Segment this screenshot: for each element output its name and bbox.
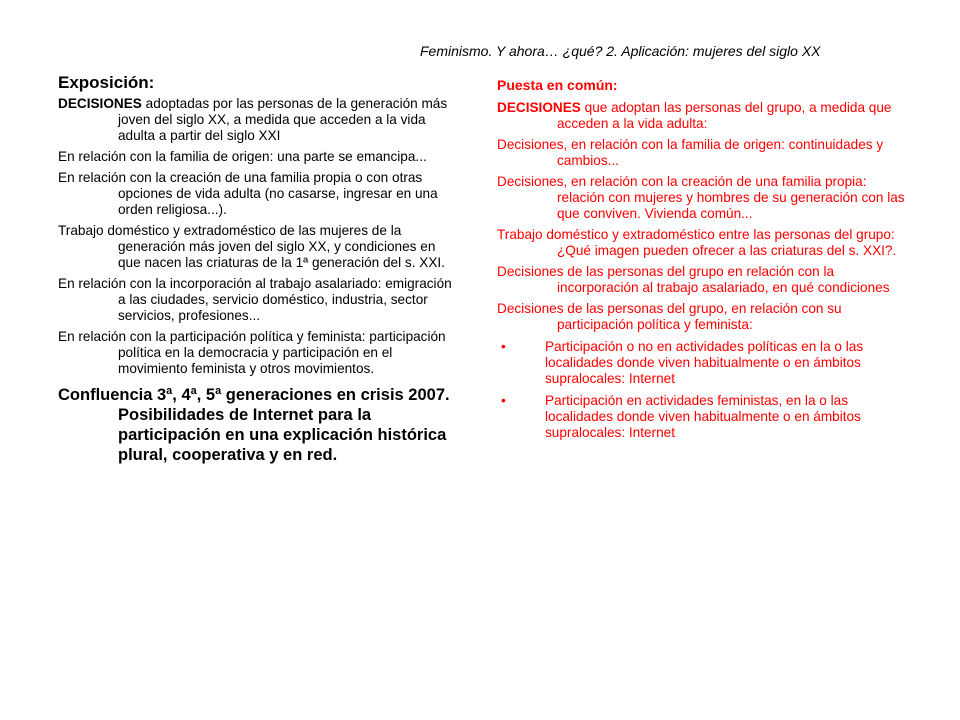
paragraph-text: que adoptan las personas del grupo, a medida que acceden a la vida adulta: <box>557 100 892 131</box>
puesta-paragraph: Trabajo doméstico y extradoméstico entre las personas del grupo: ¿Qué imagen pueden ofrecer a las criaturas del s. XXI?. <box>497 227 897 258</box>
exposition-paragraph: En relación con la creación de una familia propia o con otras opciones de vida adulta (no casarse, ingresar en una orden religiosa...). <box>58 170 438 217</box>
paragraph-keyword: DECISIONES <box>58 96 142 111</box>
exposition-paragraph <box>58 96 458 144</box>
exposition-paragraph: En relación con la participación política y feminista: participación política en la democracia y participación en el movimiento feminista y otros movimientos. <box>58 329 446 376</box>
puesta-paragraph: Decisiones, en relación con la familia de origen: continuidades y cambios... <box>497 137 884 168</box>
puesta-paragraph: Decisiones de las personas del grupo, en relación con su participación política y feminista: <box>497 301 842 332</box>
bullet-item <box>497 393 917 441</box>
exposition-column <box>58 72 458 465</box>
puesta-paragraph: Decisiones de las personas del grupo en relación con la incorporación al trabajo asalariado, en qué condiciones <box>497 264 890 295</box>
puesta-heading: Puesta en común: <box>497 77 618 93</box>
slide-title: Feminismo. Y ahora… ¿qué? 2. Aplicación: mujeres del siglo XX <box>420 43 821 59</box>
puesta-en-comun-column <box>497 76 917 441</box>
bullet-icon: • <box>501 393 506 408</box>
bullet-text: Participación en actividades feministas, en la o las localidades donde viven habitualmente o en ámbitos supralocales: Internet <box>545 393 861 440</box>
paragraph-text: adoptadas por las personas de la generación más joven del siglo XX, a medida que acceden a la vida adulta a partir del siglo XXI <box>118 96 448 143</box>
exposition-paragraph: En relación con la familia de origen: una parte se emancipa... <box>58 149 427 164</box>
puesta-paragraph: Decisiones, en relación con la creación de una familia propia: relación con mujeres y hombres de su generación con las que conviven. Vivienda común... <box>497 174 905 221</box>
bullet-item <box>497 339 917 387</box>
puesta-paragraph <box>497 100 917 132</box>
exposition-paragraph: Trabajo doméstico y extradoméstico de las mujeres de la generación más joven del siglo XX, y condiciones en que nacen las criaturas de la 1ª generación del s. XXI. <box>58 223 445 270</box>
bullet-icon: • <box>501 339 506 354</box>
paragraph-keyword: DECISIONES <box>497 100 581 115</box>
conclusion-paragraph: Confluencia 3ª, 4ª, 5ª generaciones en crisis 2007. Posibilidades de Internet para la participación en una explicación histórica plural, cooperativa y en red. <box>58 386 450 464</box>
exposition-heading: Exposición: <box>58 73 155 92</box>
bullet-text: Participación o no en actividades políticas en la o las localidades donde viven habitualmente o en ámbitos supralocales: Internet <box>545 339 864 386</box>
exposition-paragraph: En relación con la incorporación al trabajo asalariado: emigración a las ciudades, servicio doméstico, industria, sector servicios, profesiones... <box>58 276 452 323</box>
